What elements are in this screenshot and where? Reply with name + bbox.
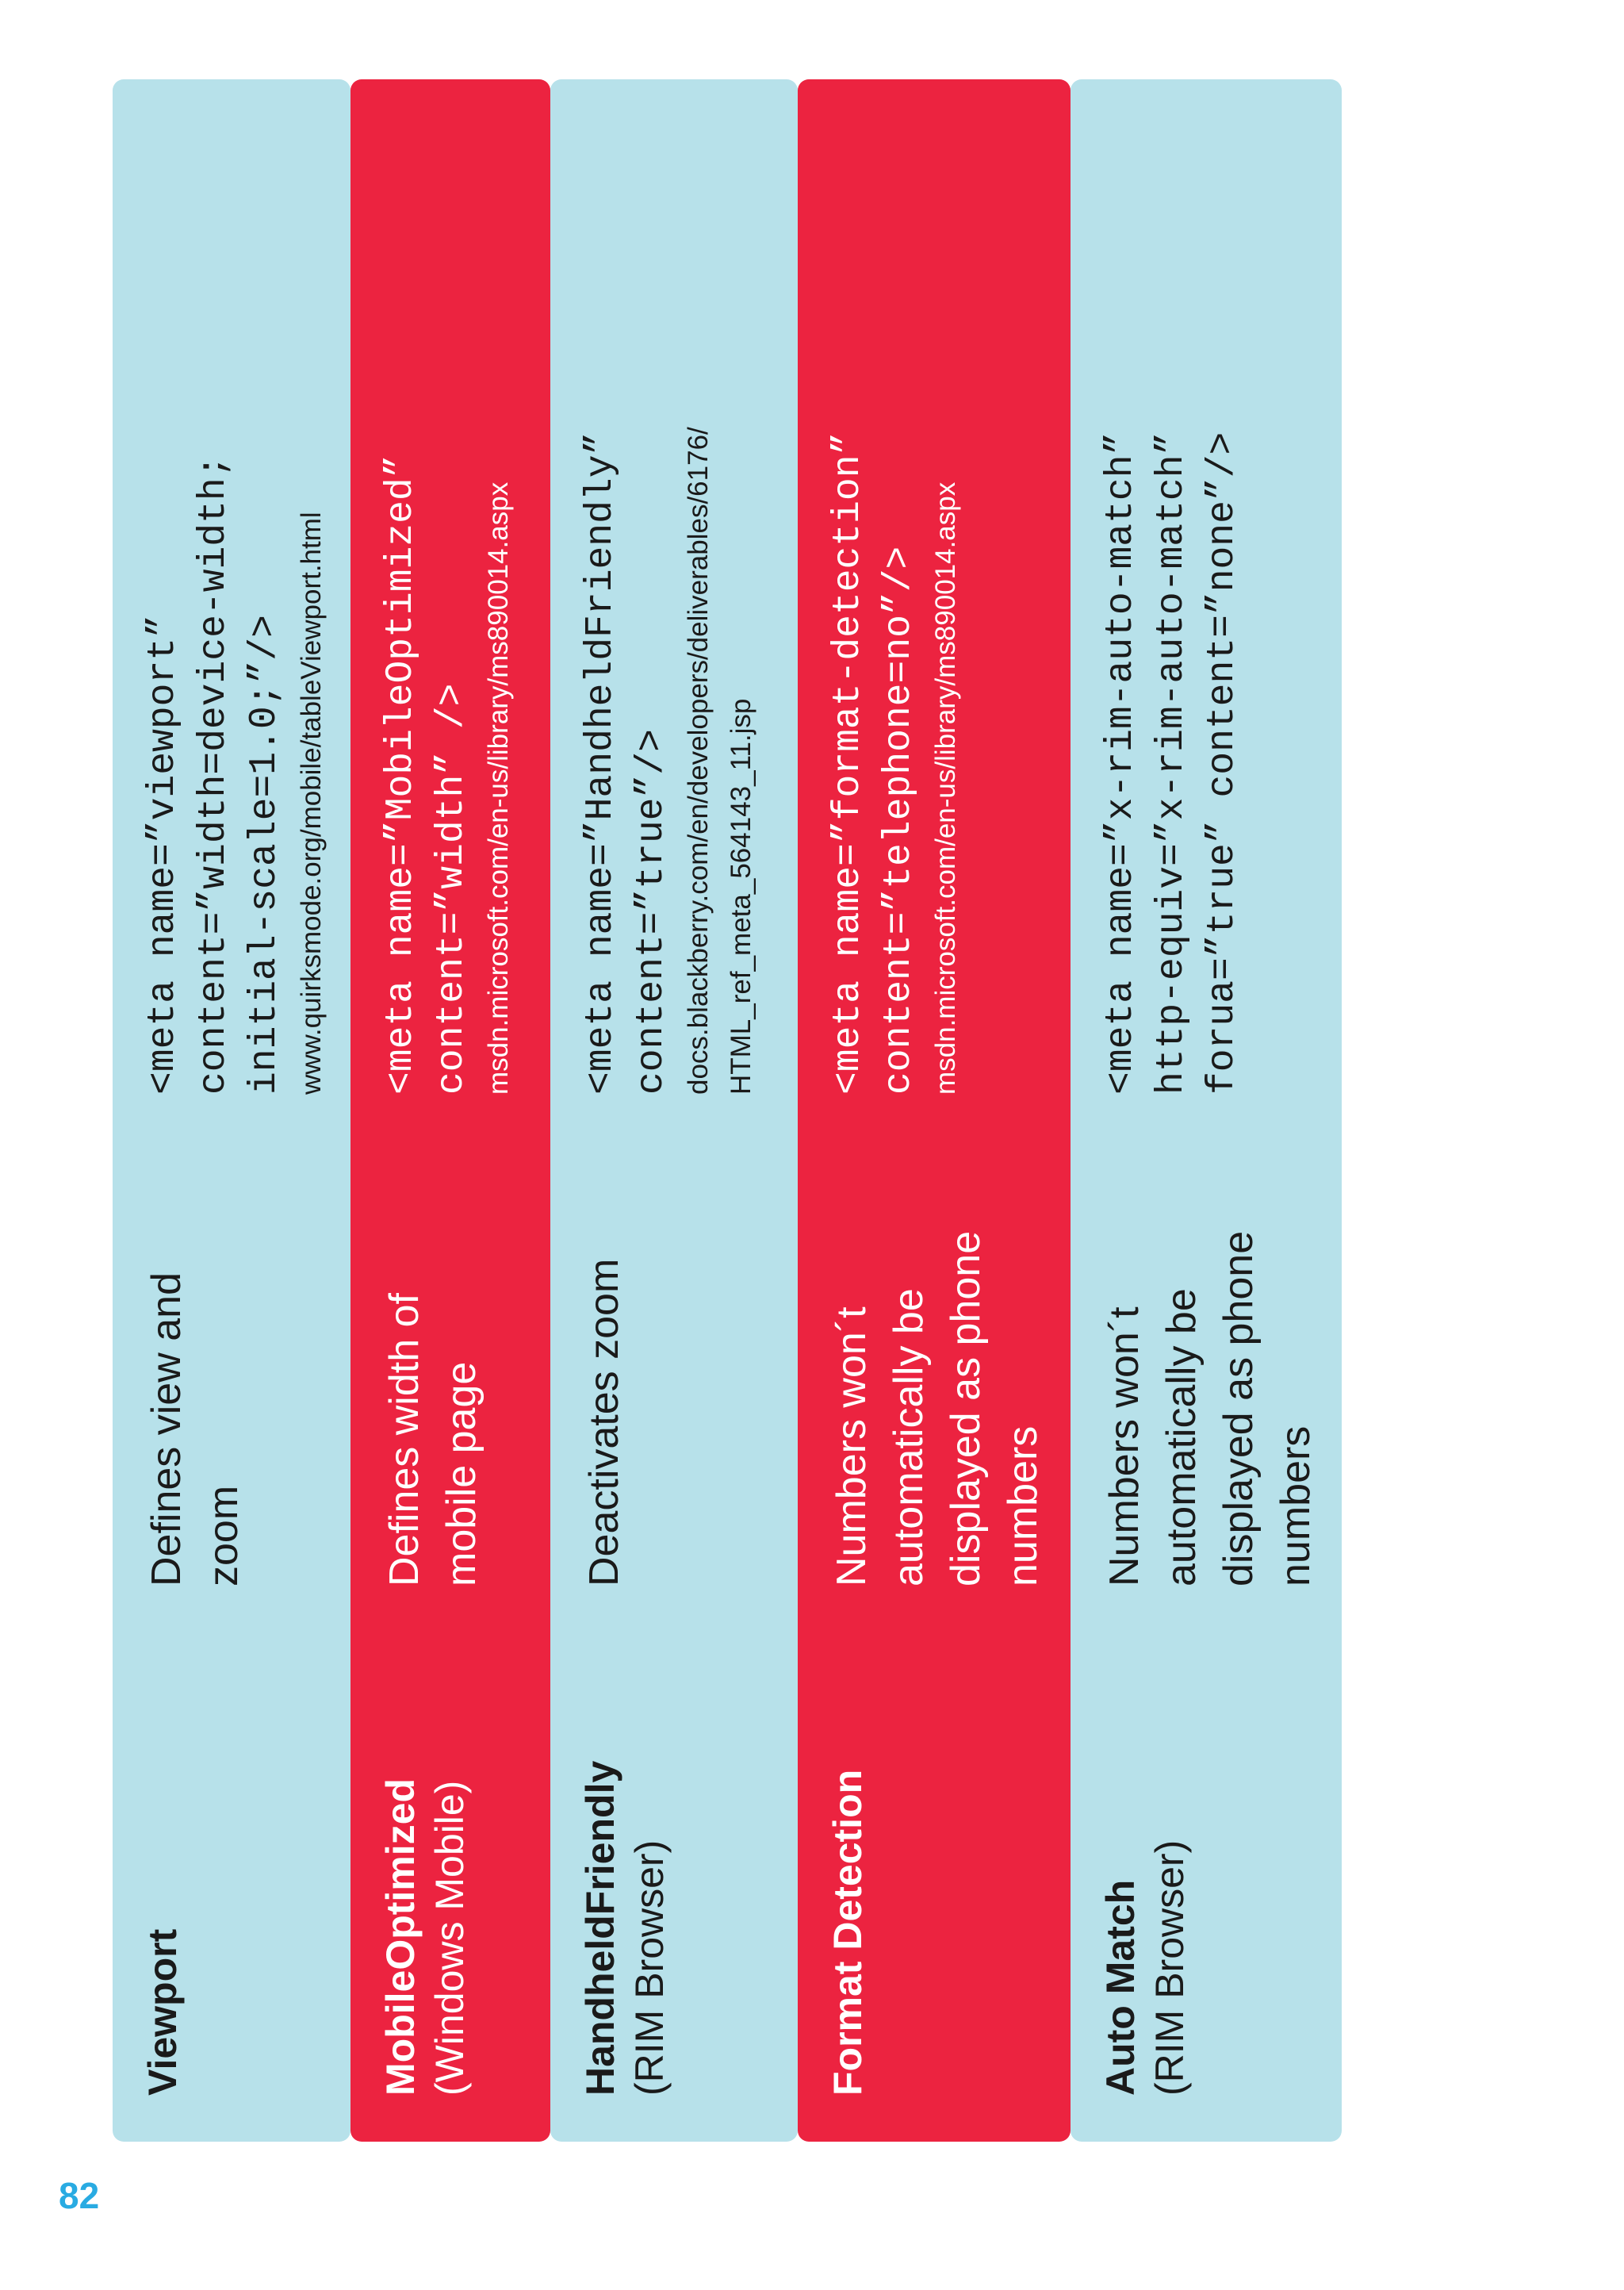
- row-code: <meta name=”format-detection” content=”telephone=no”/>: [827, 432, 921, 1095]
- row-code: <meta name=”MobileOptimized” content=”width” />: [380, 455, 473, 1095]
- row-name: MobileOptimized: [378, 1778, 423, 2096]
- row-code-cell: [1096, 119, 1248, 1095]
- row-subtitle: (Windows Mobile): [427, 1780, 472, 2096]
- row-description: Defines view and zoom: [144, 1272, 247, 1586]
- row-description: Numbers won´t automatically be displayed as phone numbers: [829, 1230, 1046, 1586]
- row-code: <meta name=”x-rim-auto-match” http-equiv=”x-rim-auto-match” forua=”true” content=”none”/>: [1100, 432, 1244, 1095]
- row-name-cell: [823, 1604, 872, 2096]
- row-code-cell: [376, 119, 520, 1095]
- table-row-handheldfriendly: [550, 79, 798, 2142]
- row-url: msdn.microsoft.com/en-us/library/ms890014.aspx: [483, 481, 514, 1095]
- row-subtitle: (RIM Browser): [1147, 1839, 1192, 2096]
- meta-tags-table: [113, 0, 1350, 2142]
- row-code-cell: [576, 119, 763, 1095]
- row-name-cell: [576, 1604, 674, 2096]
- row-description: Defines width of mobile page: [381, 1293, 485, 1586]
- table-row-format-detection: [798, 79, 1071, 2142]
- row-code-cell: [138, 119, 333, 1095]
- row-code: <meta name=”viewport” content=”width=device-width; initial-scale=1.0;”/>: [142, 455, 286, 1095]
- table-row-auto-match: [1071, 79, 1342, 2142]
- row-description: Numbers won´t automatically be displayed as phone numbers: [1101, 1230, 1319, 1586]
- page-number: 82: [59, 2175, 100, 2216]
- row-name: HandheldFriendly: [578, 1760, 622, 2096]
- table-row-viewport: [113, 79, 350, 2142]
- row-url: msdn.microsoft.com/en-us/library/ms890014.aspx: [930, 481, 961, 1095]
- row-code: <meta name=”HandheldFriendly” content=”true”/>: [580, 432, 673, 1095]
- row-name: Auto Match: [1098, 1879, 1143, 2096]
- row-name-cell: [376, 1604, 474, 2096]
- row-name: Viewport: [140, 1928, 185, 2096]
- row-description: Deactivates zoom: [581, 1258, 627, 1586]
- row-url: www.quirksmode.org/mobile/tableViewport.html: [296, 512, 327, 1095]
- row-name: Format Detection: [825, 1769, 870, 2096]
- row-name-cell: [1096, 1604, 1194, 2096]
- table-row-mobileoptimized: [350, 79, 550, 2142]
- row-name-cell: [138, 1604, 187, 2096]
- row-subtitle: (RIM Browser): [627, 1839, 672, 2096]
- row-url: docs.blackberry.com/en/developers/deliverables/6176/ HTML_ref_meta_564143_11.jsp: [683, 427, 756, 1095]
- row-code-cell: [823, 119, 967, 1095]
